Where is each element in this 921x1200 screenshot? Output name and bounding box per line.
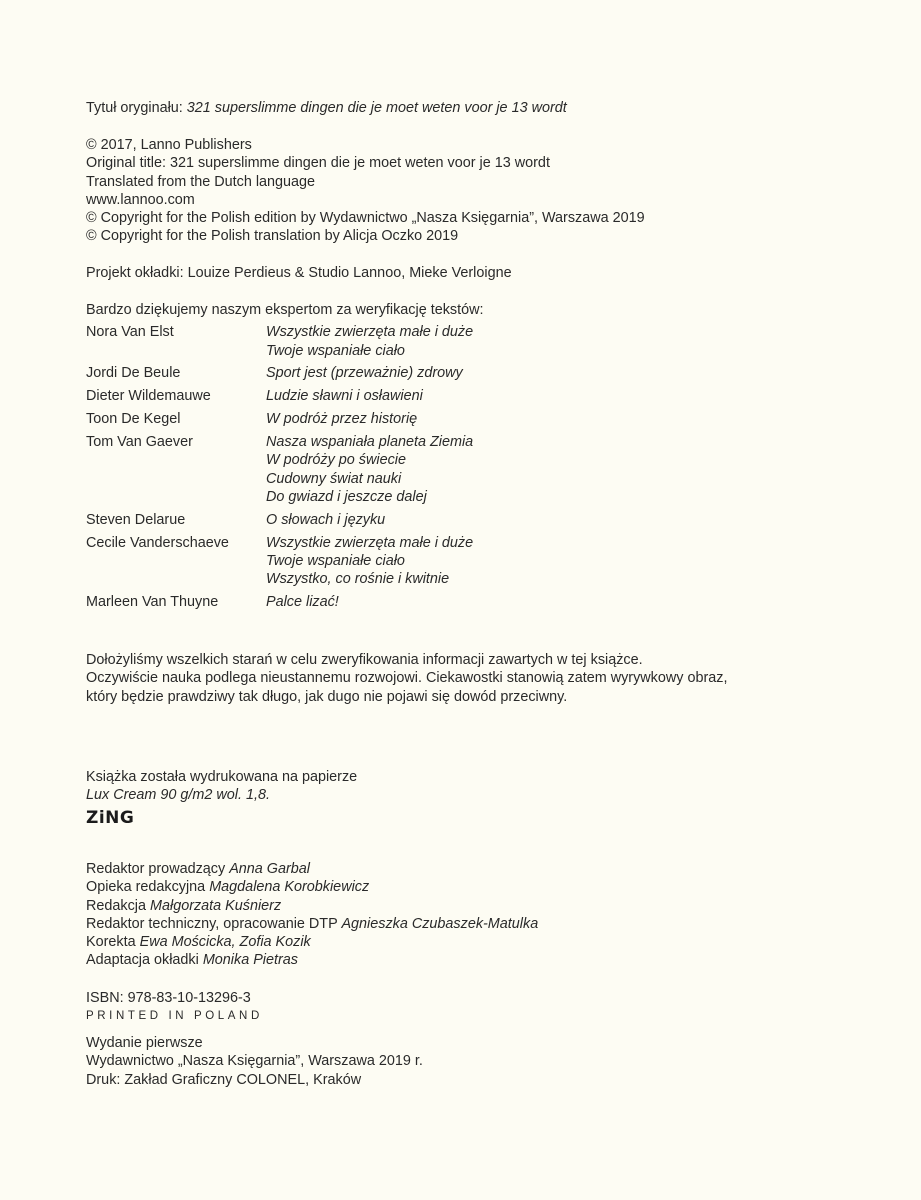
expert-work-title: Twoje wspaniałe ciało [266, 342, 405, 359]
disclaimer [86, 651, 881, 706]
expert-works [266, 534, 881, 589]
expert-row [86, 593, 881, 611]
expert-row [86, 433, 881, 506]
expert-name: Toon De Kegel [86, 411, 181, 428]
expert-row [86, 323, 881, 360]
expert-work-title: Sport jest (przeważnie) zdrowy [266, 365, 463, 382]
expert-name: Jordi De Beule [86, 365, 181, 382]
credit-role: Redaktor techniczny, opracowanie DTP [86, 915, 342, 932]
expert-work-title: O słowach i języku [266, 511, 386, 528]
expert-works [266, 593, 881, 611]
edition-line: Wydanie pierwsze [86, 1035, 203, 1051]
thanks-section [86, 301, 881, 612]
credit-line [86, 951, 881, 969]
isbn-block [86, 989, 881, 1026]
paper-type: Lux Cream 90 g/m2 wol. 1,8. [86, 787, 270, 804]
paper-info [86, 768, 881, 828]
expert-work-title: Wszystko, co rośnie i kwitnie [266, 571, 450, 588]
credit-line [86, 897, 881, 915]
credits-list [86, 860, 881, 970]
copyright-block [86, 136, 881, 246]
copyright-line: © Copyright for the Polish edition by Wydawnictwo „Nasza Księgarnia”, Warszawa 2019 [86, 210, 645, 227]
credit-line [86, 915, 881, 933]
expert-work-title: Cudowny świat nauki [266, 470, 402, 487]
expert-works [266, 364, 881, 382]
expert-name: Cecile Vanderschaeve [86, 534, 229, 551]
credit-person: Małgorzata Kuśnierz [150, 897, 282, 914]
credit-role: Korekta [86, 934, 140, 951]
expert-work-title: Wszystkie zwierzęta małe i duże [266, 324, 474, 341]
editorial-credits [86, 860, 881, 970]
isbn: ISBN: 978-83-10-13296-3 [86, 990, 251, 1006]
expert-row [86, 511, 881, 529]
thanks-heading: Bardzo dziękujemy naszym ekspertom za weryfikację tekstów: [86, 302, 484, 318]
edition-line: Wydawnictwo „Nasza Księgarnia”, Warszawa 2019 r. [86, 1053, 423, 1070]
copyright-line: © Copyright for the Polish translation by Alicja Oczko 2019 [86, 228, 459, 245]
disclaimer-line: Dołożyliśmy wszelkich starań w celu zweryfikowania informacji zawartych w tej książce. [86, 652, 643, 668]
original-title-value: 321 superslimme dingen die je moet weten voor je 13 wordt [186, 100, 567, 116]
credit-person: Anna Garbal [229, 861, 310, 877]
credit-line [86, 878, 881, 896]
zing-logo: ZiNG [86, 807, 135, 828]
credit-role: Adaptacja okładki [86, 952, 203, 969]
cover-design [86, 264, 881, 282]
expert-work-title: Do gwiazd i jeszcze dalej [266, 489, 427, 506]
copyright-line: Original title: 321 superslimme dingen die je moet weten voor je 13 wordt [86, 155, 550, 172]
credit-person: Agnieszka Czubaszek-Matulka [341, 915, 539, 932]
expert-row [86, 387, 881, 405]
credit-person: Magdalena Korobkiewicz [209, 879, 370, 896]
experts-list [86, 323, 881, 611]
original-title [86, 99, 881, 117]
cover-design-line: Projekt okładki: Louize Perdieus & Studio Lannoo, Mieke Verloigne [86, 265, 512, 281]
expert-work-title: Nasza wspaniała planeta Ziemia [266, 434, 474, 451]
expert-works [266, 511, 881, 529]
expert-work-title: Wszystkie zwierzęta małe i duże [266, 534, 474, 551]
disclaimer-line: Oczywiście nauka podlega nieustannemu rozwojowi. Ciekawostki stanowią zatem wyrywkowy obraz, [86, 670, 728, 687]
expert-work-title: W podróż przez historię [266, 411, 418, 428]
expert-works [266, 387, 881, 405]
expert-work-title: Ludzie sławni i osławieni [266, 388, 423, 405]
printed-in: PRINTED IN POLAND [86, 1010, 263, 1023]
original-title-line [86, 99, 881, 117]
copyright-line: Translated from the Dutch language [86, 173, 316, 190]
expert-row [86, 410, 881, 428]
expert-name: Steven Delarue [86, 511, 186, 528]
edition-line: Druk: Zakład Graficzny COLONEL, Kraków [86, 1071, 362, 1088]
credit-role: Opieka redakcyjna [86, 879, 210, 896]
expert-work-title: Twoje wspaniałe ciało [266, 553, 405, 570]
copyright-line: www.lannoo.com [86, 191, 195, 208]
expert-row [86, 534, 881, 589]
expert-work-title: W podróży po świecie [266, 452, 406, 469]
credit-role: Redakcja [86, 897, 150, 914]
credit-person: Monika Pietras [202, 952, 298, 969]
expert-works [266, 433, 881, 506]
expert-name: Nora Van Elst [86, 324, 174, 341]
expert-name: Dieter Wildemauwe [86, 388, 211, 405]
expert-name: Marleen Van Thuyne [86, 594, 219, 611]
copyright-line: © 2017, Lanno Publishers [86, 137, 252, 153]
disclaimer-line: który będzie prawdziwy tak długo, jak dugo nie pojawi się dowód przeciwny. [86, 688, 568, 705]
credit-person: Ewa Mościcka, Zofia Kozik [139, 934, 311, 951]
edition-block [86, 1034, 881, 1089]
expert-name: Tom Van Gaever [86, 434, 193, 451]
expert-works [266, 323, 881, 360]
paper-line: Książka została wydrukowana na papierze [86, 769, 358, 785]
credit-line [86, 860, 881, 878]
expert-works [266, 410, 881, 428]
expert-work-title: Palce lizać! [266, 594, 339, 611]
original-title-label: Tytuł oryginału: [86, 100, 187, 116]
credit-role: Redaktor prowadzący [86, 861, 230, 877]
expert-row [86, 364, 881, 382]
credit-line [86, 933, 881, 951]
